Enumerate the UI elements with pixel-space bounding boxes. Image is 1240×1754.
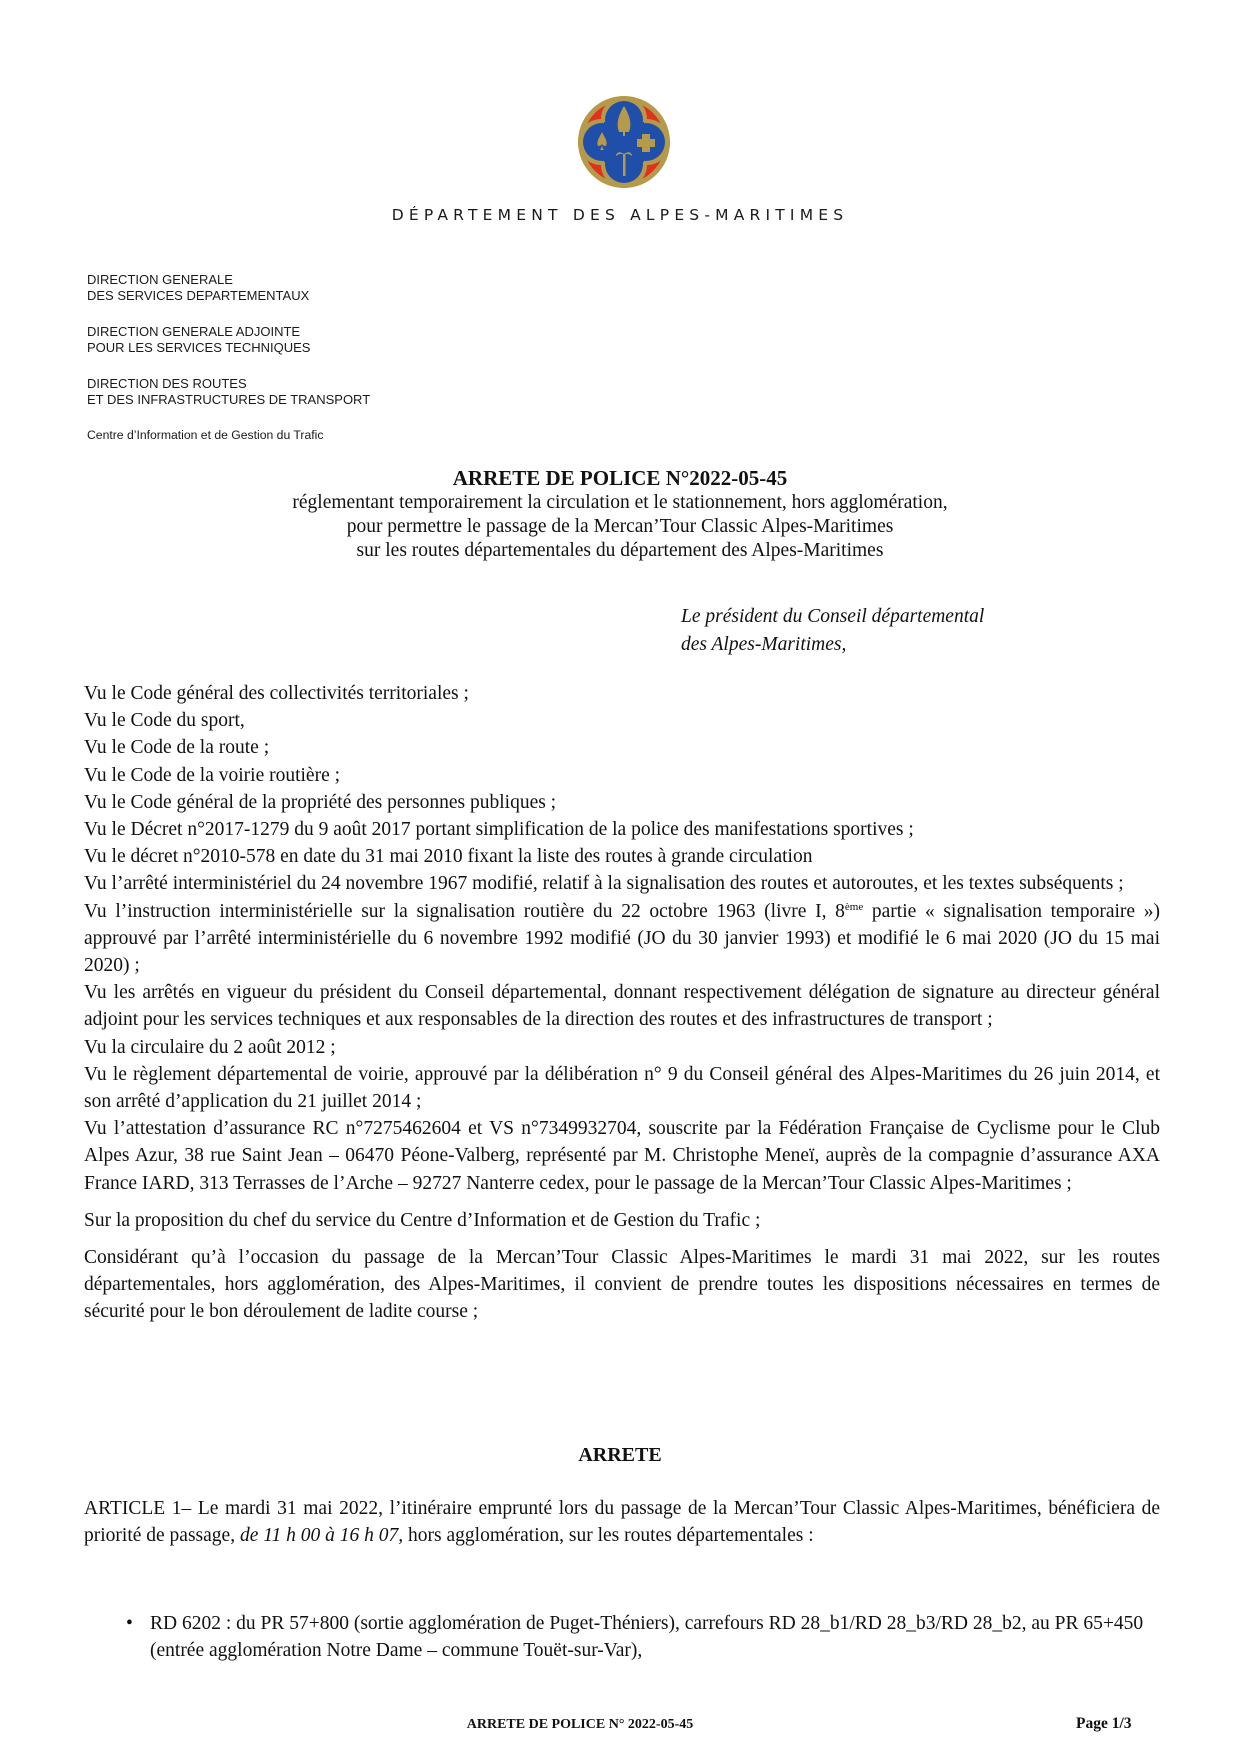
page-number: Page 1/3 [1076,1715,1132,1732]
visa-item: Vu le Code du sport, [84,710,245,732]
document-subtitle-line: sur les routes départementales du département des Alpes-Maritimes [356,540,884,561]
arrete-heading: ARRETE [578,1444,662,1466]
service-line: ET DES INFRASTRUCTURES DE TRANSPORT [87,392,371,407]
logo-svg [574,92,674,192]
document-title: ARRETE DE POLICE N°2022-05-45 [452,466,788,490]
service-line: DIRECTION GENERALE [87,272,233,287]
proposition: Sur la proposition du chef du service du Centre d’Information et de Gestion du Trafic ; [84,1209,761,1231]
visa-text: Vu l’instruction interministérielle sur la signalisation routière du 22 octobre 1963 (livre I, 8 [84,900,845,922]
visa-item: Vu la circulaire du 2 août 2012 ; [84,1036,336,1058]
route-list [84,1610,1160,1664]
service-line: DIRECTION GENERALE ADJOINTE [87,324,301,339]
document-subtitle-line: réglementant temporairement la circulation et le stationnement, hors agglomération, [292,492,948,513]
visa-item: Vu le Code de la route ; [84,737,270,759]
department-name: DÉPARTEMENT DES ALPES-MARITIMES [391,206,849,224]
service-block-drit [87,376,370,408]
visa-item: Vu l’attestation d’assurance RC n°7275462604 et VS n°7349932704, souscrite par la Fédération Française de Cyclisme pour le Club Alpes Azur, 38 rue Saint Jean – 06470 Péone-Valberg, représenté par M. Christophe Meneï, auprès de la compagnie d’assurance AXA France IARD, 313 Terrasses de l’Arche – 92727 Nanterre cedex, pour le passage de la Mercan’Tour Classic Alpes-Maritimes ; [84,1118,1160,1194]
president-line: des Alpes-Maritimes, [681,634,847,655]
service-block-dgast [87,324,310,356]
visa-item: Vu les arrêtés en vigueur du président du Conseil départemental, donnant respectivement délégation de signature au directeur général adjoint pour les services techniques et aux responsables de la direction des routes et des infrastructures de transport ; [84,982,1160,1031]
superscript: ème [844,900,864,913]
service-line: DIRECTION DES ROUTES [87,376,247,391]
considerant: Considérant qu’à l’occasion du passage de la Mercan’Tour Classic Alpes-Maritimes le mardi 31 mai 2022, sur les routes départementales, hors agglomération, des Alpes-Maritimes, il convient de prendre toutes les dispositions nécessaires en termes de sécurité pour le bon déroulement de ladite course ; [84,1247,1160,1323]
visa-item: Vu le règlement départemental de voirie, approuvé par la délibération n° 9 du Conseil général des Alpes-Maritimes du 26 juin 2014, et son arrêté d’application du 21 juillet 2014 ; [84,1063,1160,1113]
coat-of-arms-icon [574,92,674,192]
article-text: ARTICLE 1– Le mardi 31 mai 2022, l’itinéraire emprunté lors du passage de la Mercan’Tour Classic Alpes-Maritimes, bénéficiera de priorité de passage, [84,1498,1160,1547]
document-title-block [0,465,1240,563]
visa-item: Vu l’arrêté interministériel du 24 novembre 1967 modifié, relatif à la signalisation des routes et autoroutes, et les textes subséquents ; [84,873,1124,895]
visa-item: Vu le Code de la voirie routière ; [84,764,341,786]
article-1 [84,1495,1160,1549]
bullet-icon: • [126,1613,133,1634]
visa-item: Vu le Code général des collectivités territoriales ; [84,683,469,704]
president-line: Le président du Conseil départemental [681,606,985,627]
visa-text: partie « signalisation temporaire ») approuvé par l’arrêté interministérielle du 6 novembre 1992 modifié (JO du 30 janvier 1993) et modifié le 6 mai 2020 (JO du 15 mai 2020) ; [84,900,1160,977]
document-body [84,680,1160,1326]
route-text: RD 6202 : du PR 57+800 (sortie agglomération de Puget-Théniers), carrefours RD 28_b1/RD 28_b3/RD 28_b2, au PR 65+450 (entrée agglomération Notre Dame – commune Touët-sur-Var), [150,1613,1144,1662]
service-line: POUR LES SERVICES TECHNIQUES [87,340,311,355]
visa-item: Vu le Décret n°2017-1279 du 9 août 2017 portant simplification de la police des manifestations sportives ; [84,819,914,841]
president-block [681,603,984,659]
visa-item: Vu le Code général de la propriété des personnes publiques ; [84,791,557,813]
route-item [84,1610,1160,1664]
article-text: hors agglomération, sur les routes départementales : [403,1525,814,1547]
visa-instruction [84,898,1160,980]
footer-reference: ARRETE DE POLICE N° 2022-05-45 [466,1717,694,1732]
service-centre: Centre d’Information et de Gestion du Trafic [87,428,324,442]
article-time-range: de 11 h 00 à 16 h 07, [239,1525,404,1547]
visa-item: Vu le décret n°2010-578 en date du 31 mai 2010 fixant la liste des routes à grande circulation [84,846,813,868]
service-line: DES SERVICES DEPARTEMENTAUX [87,288,310,303]
document-subtitle-line: pour permettre le passage de la Mercan’Tour Classic Alpes-Maritimes [346,516,894,537]
service-block-dgs [87,272,309,304]
